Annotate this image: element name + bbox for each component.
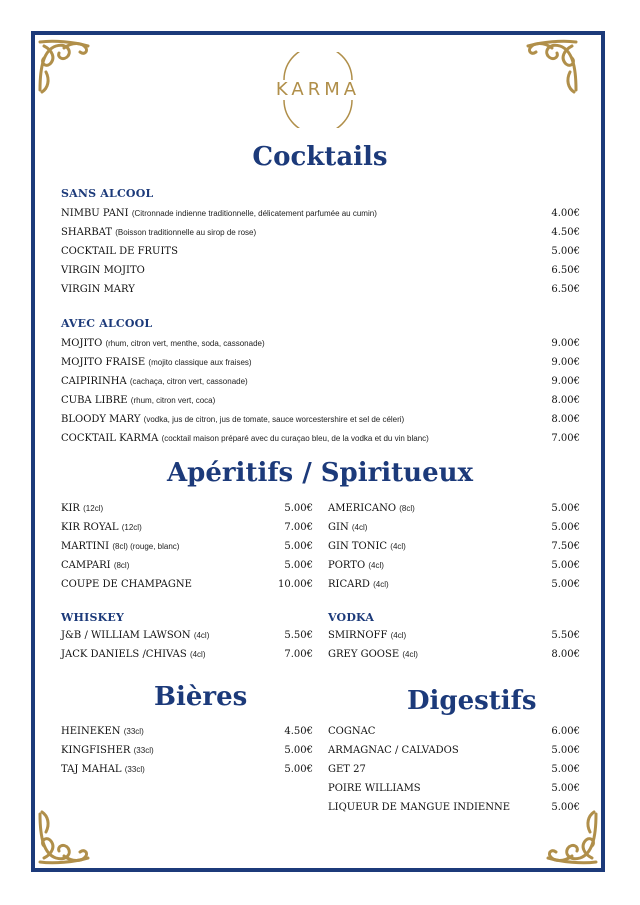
whiskey-heading: WHISKEY [61, 611, 125, 624]
menu-item: GET 27 5.00€ [328, 764, 580, 775]
logo-text: KARMA [275, 79, 361, 100]
menu-item: JACK DANIELS /CHIVAS (4cl) 7.00€ [61, 649, 313, 660]
ornament-corner-icon [542, 808, 602, 868]
menu-item: COCKTAIL KARMA (cocktail maison préparé avec du curaçao bleu, de la vodka et du vin blanc) 7.00€ [61, 433, 580, 444]
menu-item: VIRGIN MARY 6.50€ [61, 284, 580, 295]
menu-item: ARMAGNAC / CALVADOS 5.00€ [328, 745, 580, 756]
menu-item: MOJITO FRAISE (mojito classique aux fraises) 9.00€ [61, 357, 580, 368]
ornament-corner-icon [522, 36, 582, 96]
menu-item: KINGFISHER (33cl) 5.00€ [61, 745, 313, 756]
menu-item: SHARBAT (Boisson traditionnelle au sirop de rose) 4.50€ [61, 227, 580, 238]
menu-item: COGNAC 6.00€ [328, 726, 580, 737]
menu-item: COUPE DE CHAMPAGNE 10.00€ [61, 579, 313, 590]
karma-logo [270, 52, 366, 128]
ornament-corner-icon [34, 36, 94, 96]
menu-item: SMIRNOFF (4cl) 5.50€ [328, 630, 580, 641]
sans-alcool-heading: SANS ALCOOL [61, 187, 154, 200]
menu-item: GIN TONIC (4cl) 7.50€ [328, 541, 580, 552]
aperitifs-title: Apéritifs / Spiritueux [166, 458, 474, 488]
bieres-title: Bières [154, 682, 248, 712]
menu-item: MARTINI (8cl) (rouge, blanc) 5.00€ [61, 541, 313, 552]
cocktails-title: Cocktails [252, 142, 388, 172]
vodka-heading: VODKA [328, 611, 375, 624]
menu-item: GREY GOOSE (4cl) 8.00€ [328, 649, 580, 660]
menu-item: POIRE WILLIAMS 5.00€ [328, 783, 580, 794]
menu-item: RICARD (4cl) 5.00€ [328, 579, 580, 590]
menu-item: CAIPIRINHA (cachaça, citron vert, cassonade) 9.00€ [61, 376, 580, 387]
menu-item: COCKTAIL DE FRUITS 5.00€ [61, 246, 580, 257]
menu-item: VIRGIN MOJITO 6.50€ [61, 265, 580, 276]
menu-item: J&B / WILLIAM LAWSON (4cl) 5.50€ [61, 630, 313, 641]
menu-item: LIQUEUR DE MANGUE INDIENNE 5.00€ [328, 802, 580, 813]
avec-alcool-heading: AVEC ALCOOL [61, 317, 153, 330]
menu-item: KIR (12cl) 5.00€ [61, 503, 313, 514]
menu-item: CAMPARI (8cl) 5.00€ [61, 560, 313, 571]
menu-item: KIR ROYAL (12cl) 7.00€ [61, 522, 313, 533]
menu-item: AMERICANO (8cl) 5.00€ [328, 503, 580, 514]
digestifs-title: Digestifs [407, 686, 537, 716]
ornament-corner-icon [34, 808, 94, 868]
menu-item: TAJ MAHAL (33cl) 5.00€ [61, 764, 313, 775]
menu-item: NIMBU PANI (Citronnade indienne traditionnelle, délicatement parfumée au cumin) 4.00€ [61, 208, 580, 219]
menu-item: BLOODY MARY (vodka, jus de citron, jus de tomate, sauce worcestershire et sel de céleri) 8.00€ [61, 414, 580, 425]
menu-item: PORTO (4cl) 5.00€ [328, 560, 580, 571]
menu-item: GIN (4cl) 5.00€ [328, 522, 580, 533]
menu-item: CUBA LIBRE (rhum, citron vert, coca) 8.00€ [61, 395, 580, 406]
menu-item: MOJITO (rhum, citron vert, menthe, soda, cassonade) 9.00€ [61, 338, 580, 349]
menu-item: HEINEKEN (33cl) 4.50€ [61, 726, 313, 737]
